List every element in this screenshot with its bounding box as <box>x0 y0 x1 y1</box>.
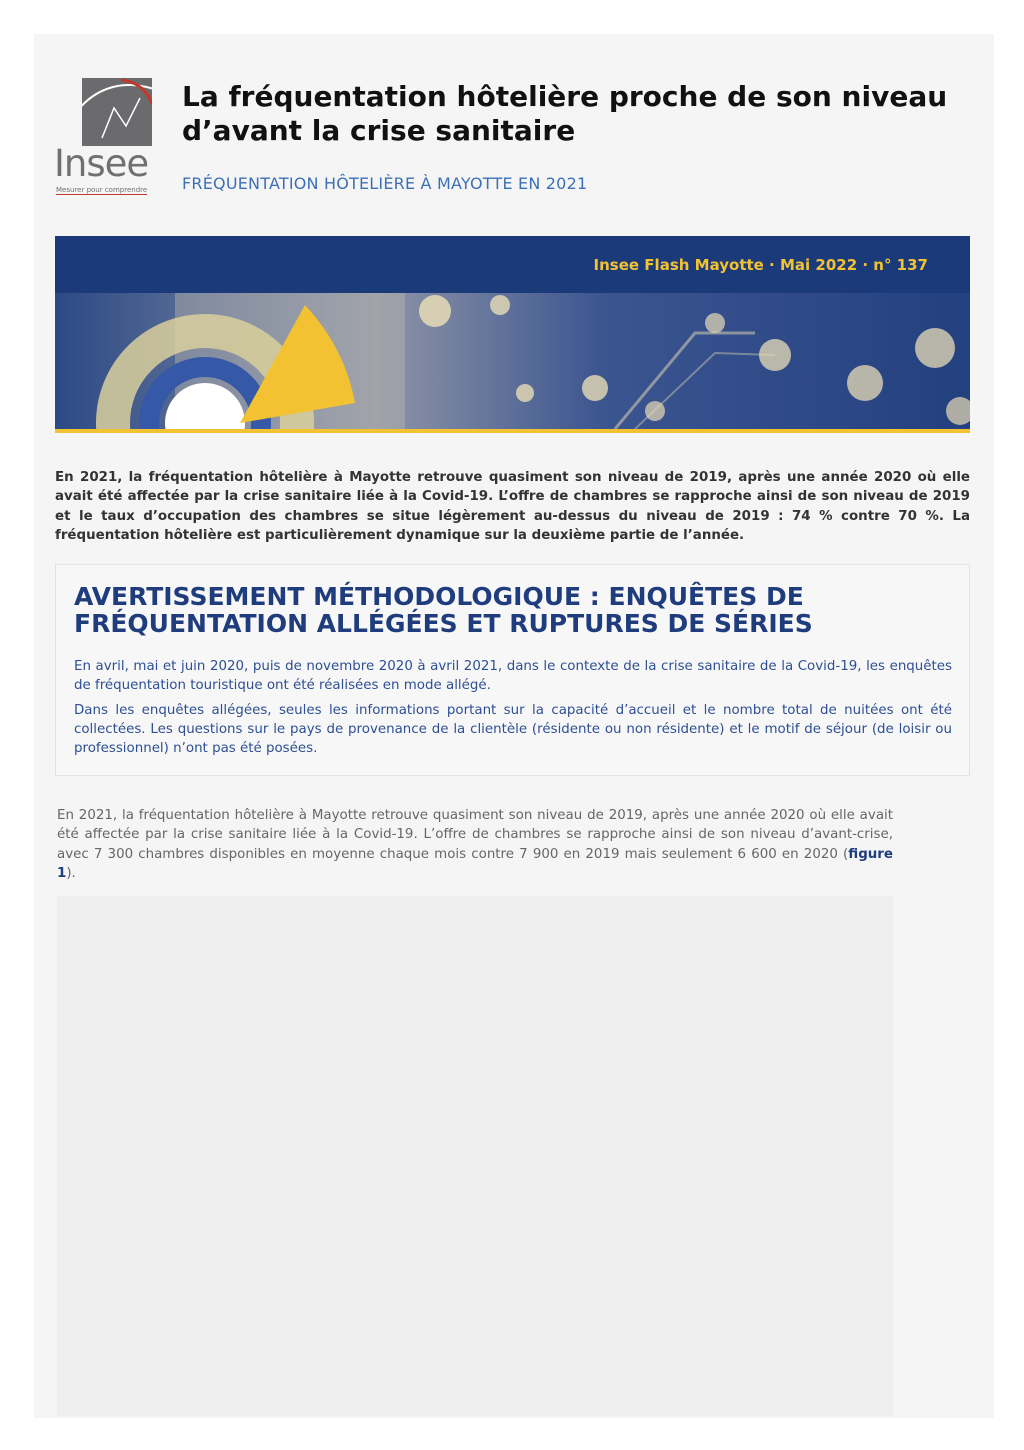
banner-divider <box>55 429 970 433</box>
intro-paragraph: En 2021, la fréquentation hôtelière à Mayotte retrouve quasiment son niveau de 2019, après une année 2020 où elle avait été affectée par la crise sanitaire liée à la Covid-19. L’offre de chambres se rapproche ainsi de son niveau de 2019 et le taux d’occupation des chambres se situe légèrement au-dessus du niveau de 2019 : 74 % contre 70 %. La fréquentation hôtelière est particulièrement dynamique sur la deuxième partie de l’année. <box>55 470 970 544</box>
body-text-after: ). <box>66 866 76 882</box>
page <box>34 34 994 1418</box>
publication-label: Insee Flash Mayotte · Mai 2022 · n° 137 <box>593 256 928 274</box>
warning-paragraph-2: Dans les enquêtes allégées, seules les informations portant sur la capacité d’accueil et le nombre total de nuitées ont été collectées. Les questions sur le pays de provenance de la clientèle (résidente ou non résidente) et le motif de séjour (de loisir ou professionnel) n’ont pas été posées. <box>74 703 952 757</box>
publication-banner <box>55 236 970 293</box>
logo-tagline: Mesurer pour comprendre <box>56 186 148 194</box>
body-text-before: En 2021, la fréquentation hôtelière à Mayotte retrouve quasiment son niveau de 2019, après une année 2020 où elle avait été affectée par la crise sanitaire liée à la Covid-19. L’offre de chambres se rapproche ainsi de son niveau d’avant-crise, avec 7 300 chambres disponibles en moyenne chaque mois contre 7 900 en 2019 mais seulement 6 600 en 2020 ( <box>57 808 893 862</box>
body-paragraph <box>57 806 893 884</box>
warning-title: AVERTISSEMENT MÉTHODOLOGIQUE : ENQUÊTES DE FRÉQUENTATION ALLÉGÉES ET RUPTURES DE SÉRIES <box>74 582 813 638</box>
banner-illustration <box>55 293 970 429</box>
page-title: La fréquentation hôtelière proche de son niveau d’avant la crise sanitaire <box>182 80 948 147</box>
methodology-warning-box <box>55 564 970 776</box>
logo-mark <box>82 78 152 146</box>
insee-logo[interactable] <box>54 78 158 196</box>
figure-area <box>57 896 893 1416</box>
warning-paragraph-1: En avril, mai et juin 2020, puis de novembre 2020 à avril 2021, dans le contexte de la crise sanitaire de la Covid-19, les enquêtes de fréquentation touristique ont été réalisées en mode allégé. <box>74 659 952 694</box>
figure-1-link[interactable]: figure 1 <box>57 846 893 882</box>
page-subtitle: FRÉQUENTATION HÔTELIÈRE À MAYOTTE EN 2021 <box>182 174 588 193</box>
logo-wordmark: Insee <box>54 142 149 185</box>
